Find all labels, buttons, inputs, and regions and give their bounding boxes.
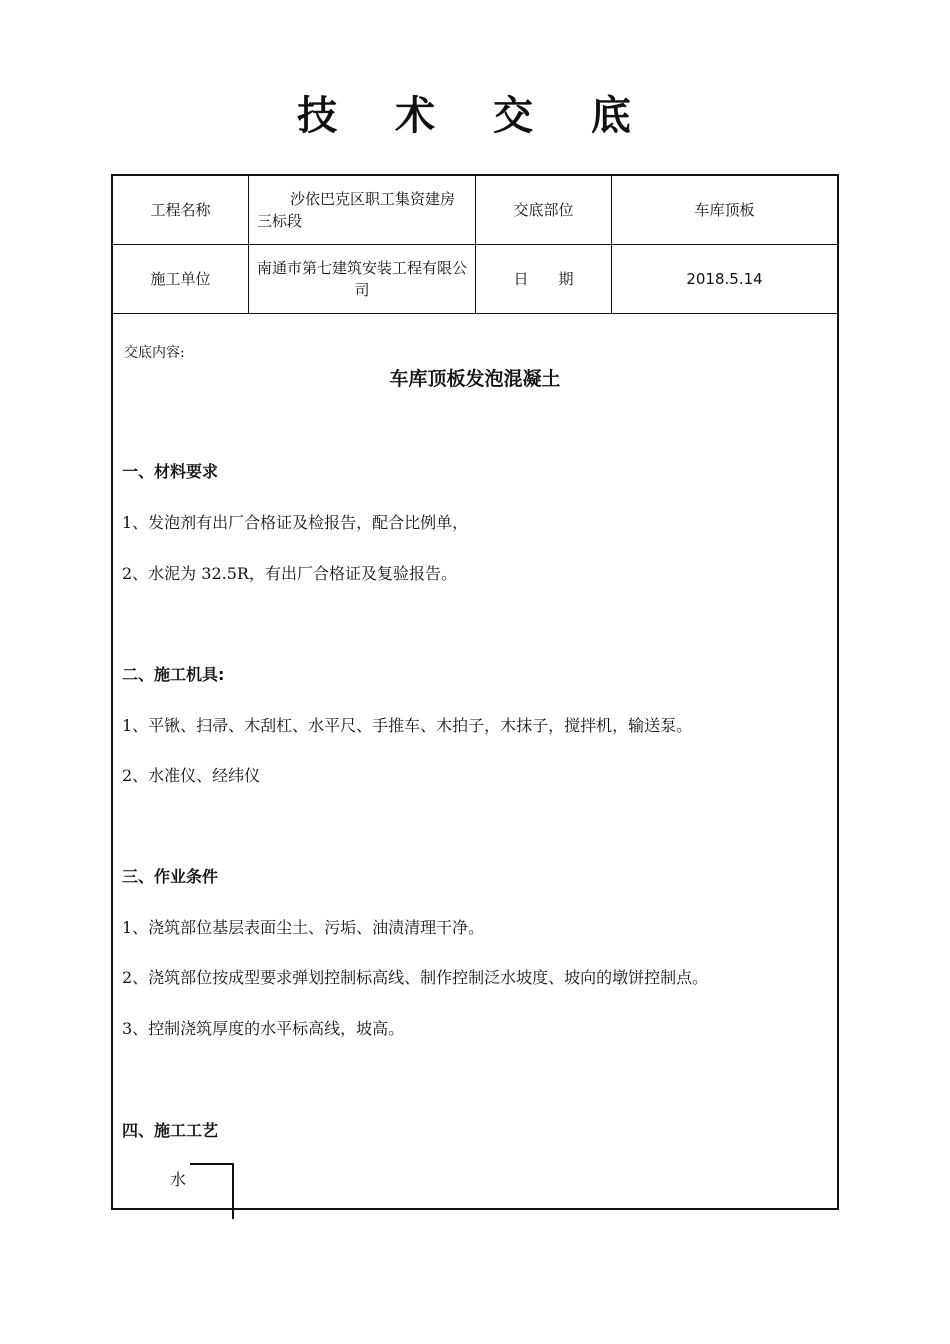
main-table bbox=[111, 174, 839, 1210]
list-item: 1、平锹、扫帚、木刮杠、水平尺、手推车、木拍子，木抹子，搅拌机，输送泵。 bbox=[122, 716, 693, 735]
section-title-materials: 一、材料要求 bbox=[122, 462, 219, 481]
list-item: 3、控制浇筑厚度的水平标高线，坡高。 bbox=[122, 1019, 405, 1038]
construction-unit-label: 施工单位 bbox=[150, 270, 211, 288]
content-heading: 车库顶板发泡混凝土 bbox=[389, 368, 561, 390]
section-title-conditions: 三、作业条件 bbox=[122, 867, 219, 886]
list-item: 2、浇筑部位按成型要求弹划控制标高线、制作控制泛水坡度、坡向的墩饼控制点。 bbox=[122, 968, 709, 987]
document-title: 技 术 交 底 bbox=[297, 93, 653, 139]
section-title-process: 四、施工工艺 bbox=[122, 1121, 219, 1140]
content-label: 交底内容: bbox=[124, 345, 185, 361]
section-title-tools: 二、施工机具: bbox=[122, 665, 225, 684]
date-label: 日 期 bbox=[513, 270, 574, 288]
list-item: 2、水准仪、经纬仪 bbox=[122, 766, 261, 785]
handover-location-label: 交底部位 bbox=[513, 201, 574, 219]
flowchart-box bbox=[190, 1163, 234, 1219]
project-name-value: 沙依巴克区职工集资建房三标段 bbox=[257, 190, 456, 230]
list-item: 1、浇筑部位基层表面尘土、污垢、油渍清理干净。 bbox=[122, 918, 485, 937]
construction-unit-value: 南通市第七建筑安装工程有限公司 bbox=[257, 259, 468, 299]
project-name-label: 工程名称 bbox=[150, 201, 211, 219]
date-value: 2018.5.14 bbox=[686, 270, 763, 288]
list-item: 2、水泥为 32.5R，有出厂合格证及复验报告。 bbox=[122, 564, 457, 583]
handover-location-value: 车库顶板 bbox=[694, 201, 755, 219]
flowchart-node-label: 水 bbox=[170, 1170, 187, 1189]
list-item: 1、发泡剂有出厂合格证及检报告，配合比例单， bbox=[122, 513, 469, 532]
